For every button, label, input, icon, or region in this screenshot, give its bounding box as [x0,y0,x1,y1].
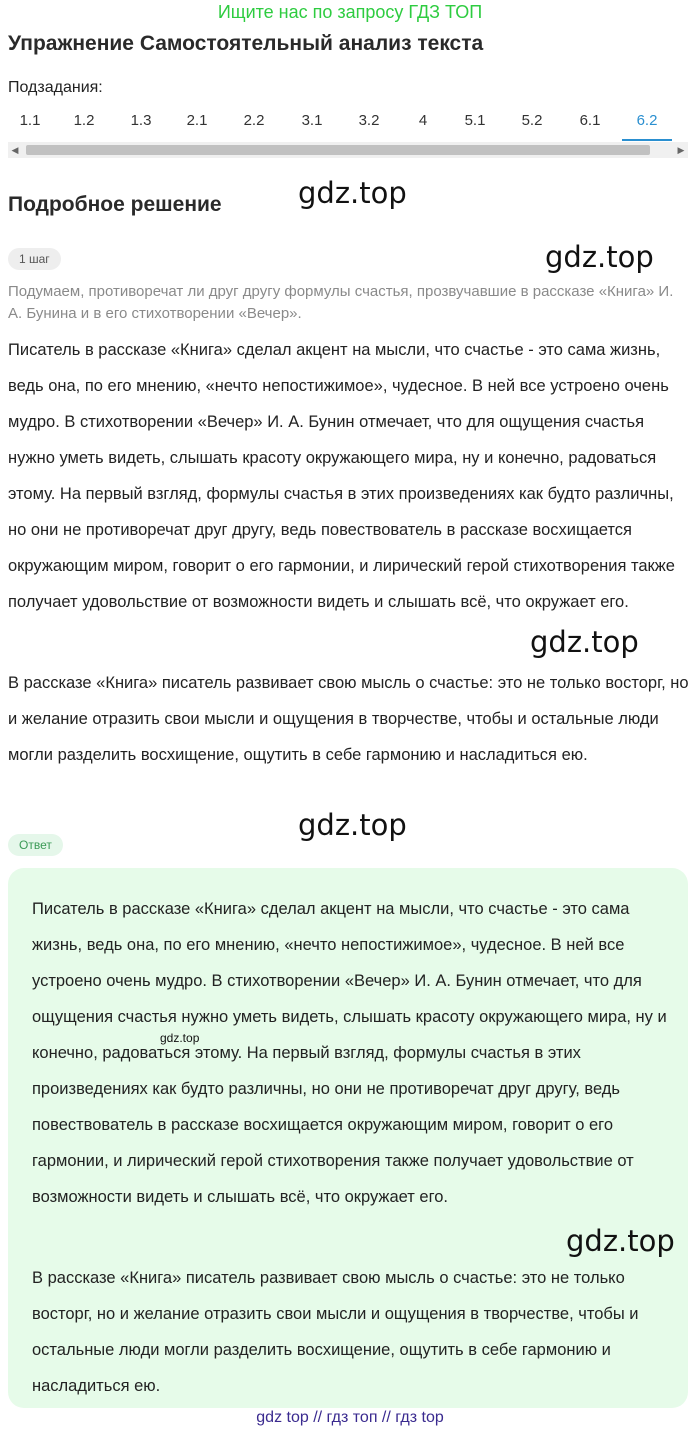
solution-heading: Подробное решение [8,193,222,216]
subtasks-tabs [0,111,690,141]
subtask-tab[interactable]: 5.2 [521,112,543,129]
subtask-tab[interactable]: 6.1 [579,112,601,129]
subtask-tab[interactable]: 2.1 [186,112,208,129]
scroll-left-icon[interactable]: ◀ [11,145,19,155]
solution-paragraph: В рассказе «Книга» писатель развивает свою мысль о счастье: это не только восторг, но и желание отразить свои мысли и ощущения в творчестве, чтобы и остальные люди могли разделить восхищение, ощутить в себе гармонию и насладиться ею. [8,674,689,764]
step-badge: 1 шаг [8,248,61,270]
answer-badge: Ответ [8,834,63,856]
subtask-tab[interactable]: 1.3 [130,112,152,129]
horizontal-scrollbar[interactable] [8,142,688,158]
watermark: gdz.top [545,240,654,274]
subtask-tab-active[interactable]: 6.2 [622,111,672,141]
step-hint: Подумаем, противоречат ли друг другу формулы счастья, прозвучавшие в рассказе «Книга» И. А. Бунина и в его стихотворении «Вечер». [8,283,674,322]
subtask-tab[interactable]: 1.1 [19,112,41,129]
subtask-tab[interactable]: 3.1 [301,112,323,129]
subtask-tab[interactable]: 3.2 [358,112,380,129]
footer-watermark: gdz top // гдз топ // гдз top [256,1409,444,1426]
subtask-tab[interactable]: 2.2 [243,112,265,129]
watermark: gdz.top [298,176,407,210]
scroll-right-icon[interactable]: ▶ [677,145,685,155]
answer-paragraph: В рассказе «Книга» писатель развивает свою мысль о счастье: это не только восторг, но и желание отразить свои мысли и ощущения в творчестве, чтобы и остальные люди могли разделить восхищение, ощутить в себе гармонию и насладиться ею. [32,1269,639,1395]
watermark: gdz.top [566,1224,675,1258]
watermark: gdz.top [298,808,407,842]
scroll-thumb[interactable] [26,145,650,155]
subtask-tab[interactable]: 1.2 [73,112,95,129]
subtasks-label: Подзадания: [8,79,103,96]
answer-paragraph: Писатель в рассказе «Книга» сделал акцент на мысли, что счастье - это сама жизнь, ведь она, по его мнению, «нечто непостижимое», чудесное. В ней все устроено очень мудро. В стихотворении «Вечер» И. А. Бунин отмечает, что для ощущения счастья нужно уметь видеть, слышать красоту окружающего мира, ну и конечно, радоваться этому. На первый взгляд, формулы счастья в этих произведениях как будто различны, но они не противоречат друг другу, ведь повествователь в рассказе восхищается окружающим миром, говорит о его гармонии, и лирический герой стихотворения также получает удовольствие от возможности видеть и слышать всё, что окружает его. [32,900,667,1206]
subtask-tab[interactable]: 5.1 [464,112,486,129]
solution-paragraph: Писатель в рассказе «Книга» сделал акцент на мысли, что счастье - это сама жизнь, ведь она, по его мнению, «нечто непостижимое», чудесное. В ней все устроено очень мудро. В стихотворении «Вечер» И. А. Бунин отмечает, что для ощущения счастья нужно уметь видеть, слышать красоту окружающего мира, ну и конечно, радоваться этому. На первый взгляд, формулы счастья в этих произведениях как будто различны, но они не противоречат друг другу, ведь повествователь в рассказе восхищается окружающим миром, говорит о его гармонии, и лирический герой стихотворения также получает удовольствие от возможности видеть и слышать всё, что окружает его. [8,341,675,611]
watermark: gdz.top [530,625,639,659]
watermark-small: gdz.top [160,1031,200,1045]
promo-banner: Ищите нас по запросу ГДЗ ТОП [217,2,483,22]
page-title: Упражнение Самостоятельный анализ текста [8,32,484,55]
subtask-tab[interactable]: 4 [418,112,428,129]
